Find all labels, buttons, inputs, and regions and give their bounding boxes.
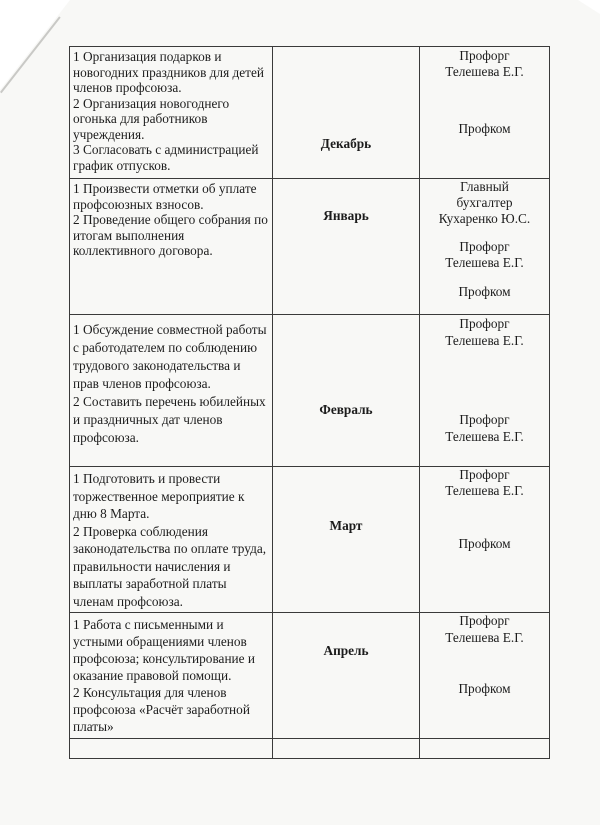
empty-cell <box>273 739 420 759</box>
month-cell <box>273 315 420 467</box>
month-cell <box>273 47 420 179</box>
responsible-line: Профорг <box>459 316 510 331</box>
responsible-line: Профком <box>458 284 511 299</box>
responsible-line: Профорг <box>459 48 510 63</box>
work-plan-table <box>69 46 550 759</box>
table-row <box>70 467 550 613</box>
task-item: 3 Согласовать с администрацией график отпусков. <box>73 142 259 173</box>
responsible-cell <box>420 179 550 315</box>
month-label: Февраль <box>319 402 373 417</box>
month-cell <box>273 613 420 739</box>
empty-cell <box>70 739 273 759</box>
responsible-line: Кухаренко Ю.С. <box>438 211 531 226</box>
table-row-empty <box>70 739 550 759</box>
month-label: Январь <box>323 208 369 223</box>
tasks-cell <box>70 47 273 179</box>
responsible-line: Профком <box>458 121 511 136</box>
responsible-line: Профорг <box>459 239 510 254</box>
task-item: 1 Подготовить и провести торжественное мероприятие к дню 8 Марта. <box>73 471 245 521</box>
responsible-line: Телешева Е.Г. <box>445 64 524 79</box>
month-label: Март <box>329 518 363 533</box>
responsible-line: Главный <box>460 179 509 194</box>
responsible-cell <box>420 47 550 179</box>
tasks-cell <box>70 179 273 315</box>
table-row <box>70 315 550 467</box>
tasks-cell <box>70 467 273 613</box>
month-cell <box>273 179 420 315</box>
task-item: 1 Произвести отметки об уплате профсоюзных взносов. <box>73 181 257 212</box>
task-item: 2 Организация новогоднего огонька для работников учреждения. <box>73 95 230 142</box>
responsible-line: Профком <box>458 681 511 696</box>
month-label: Апрель <box>323 643 369 658</box>
task-item: 2 Проверка соблюдения законодательства по оплате труда, правильности начисления и выплаты заработной платы членам профсоюза. <box>73 523 267 609</box>
responsible-cell <box>420 315 550 467</box>
table-row <box>70 179 550 315</box>
responsible-line: Телешева Е.Г. <box>445 333 524 348</box>
responsible-line: Профорг <box>459 613 510 628</box>
responsible-line: Телешева Е.Г. <box>445 630 524 645</box>
responsible-line: Профорг <box>459 467 510 482</box>
responsible-cell <box>420 467 550 613</box>
task-item: 2 Консультация для членов профсоюза «Расчёт заработной платы» <box>73 685 250 734</box>
task-item: 2 Проведение общего собрания по итогам выполнения коллективного договора. <box>73 212 268 258</box>
task-item: 1 Обсуждение совместной работы с работодателем по соблюдению трудового законодательства и прав членов профсоюза. <box>73 322 267 391</box>
task-item: 2 Составить перечень юбилейных и праздничных дат членов профсоюза. <box>73 394 266 445</box>
tasks-cell <box>70 613 273 739</box>
month-label: Декабрь <box>320 136 372 151</box>
torn-corner <box>578 0 600 14</box>
month-cell <box>273 467 420 613</box>
responsible-line: Профком <box>458 536 511 551</box>
table-row <box>70 613 550 739</box>
responsible-line: бухгалтер <box>456 195 513 210</box>
responsible-line: Телешева Е.Г. <box>445 483 524 498</box>
task-item: 1 Организация подарков и новогодних праздников для детей членов профсоюза. <box>73 49 265 95</box>
responsible-line: Профорг <box>459 412 510 427</box>
table-row <box>70 47 550 179</box>
empty-cell <box>420 739 550 759</box>
tasks-cell <box>70 315 273 467</box>
responsible-cell <box>420 613 550 739</box>
task-item: 1 Работа с письменными и устными обращениями членов профсоюза; консультирование и оказание правовой помощи. <box>73 617 256 683</box>
responsible-line: Телешева Е.Г. <box>445 255 524 270</box>
responsible-line: Телешева Е.Г. <box>445 429 524 444</box>
